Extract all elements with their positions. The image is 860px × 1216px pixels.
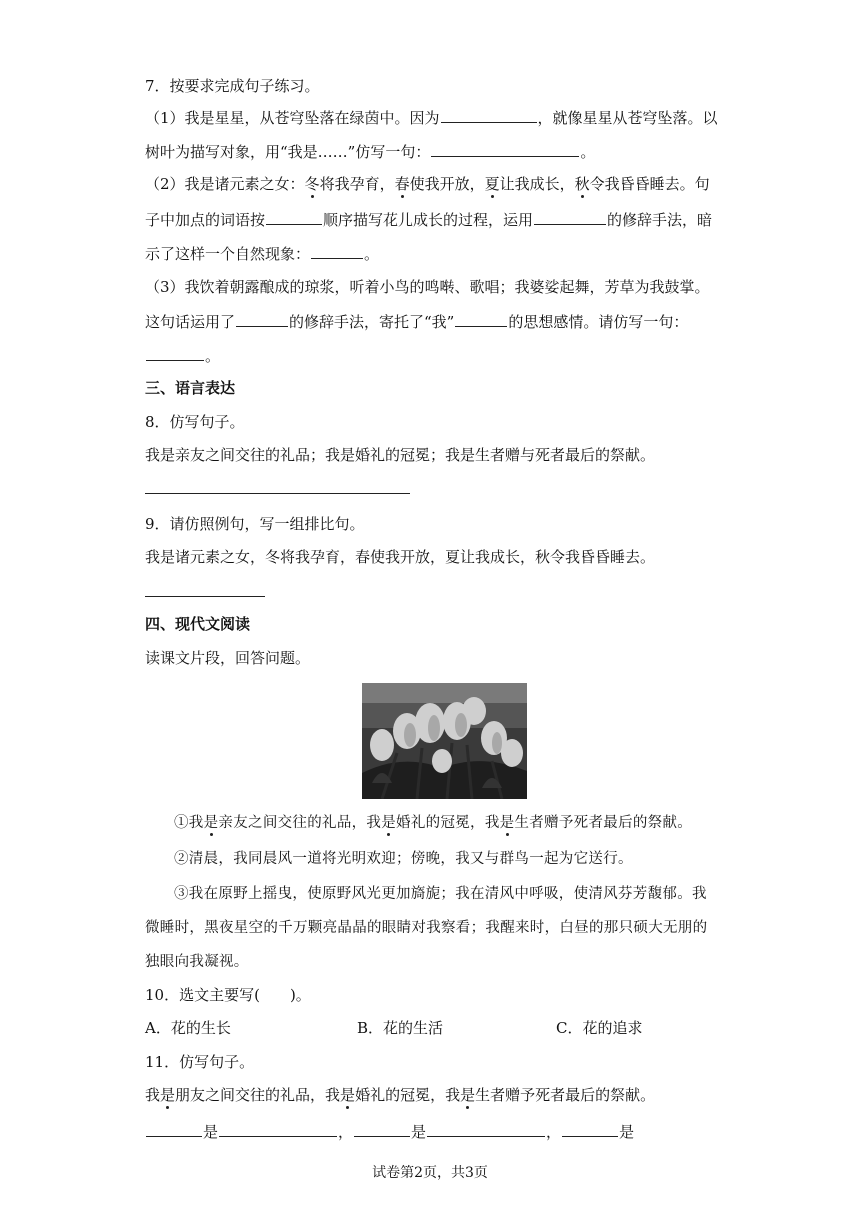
q7-p2-text-e: 令我昏昏睡去。句 xyxy=(589,175,710,193)
answer-blank[interactable] xyxy=(219,1121,337,1137)
q7-p2-text-b: 将我孕育， xyxy=(319,175,395,193)
q10-option-a[interactable]: A．花的生长 xyxy=(145,1019,231,1037)
q11-sentence xyxy=(145,1085,655,1105)
answer-blank[interactable] xyxy=(146,1121,202,1137)
q7-p2-text-a: （2）我是诸元素之女： xyxy=(145,175,305,193)
answer-blank[interactable] xyxy=(431,141,579,157)
passage-para3-line3: 独眼向我凝视。 xyxy=(145,954,249,970)
section-heading: 三、语言表达 xyxy=(145,379,236,397)
q7-p2-text-h: 的修辞手法，暗 xyxy=(607,211,713,229)
dotted-word: 秋 xyxy=(574,175,590,193)
answer-blank[interactable] xyxy=(534,209,606,225)
passage-text: ①我 xyxy=(174,815,204,831)
q11-title: 11．仿写句子。 xyxy=(145,1053,255,1071)
passage-text: 亲友之间交往的礼品，我 xyxy=(218,815,382,831)
dotted-word: 是 xyxy=(160,1086,176,1104)
dotted-word: 是 xyxy=(499,815,515,831)
answer-blank[interactable] xyxy=(311,243,363,259)
dotted-word: 春 xyxy=(394,175,410,193)
fill-text: ， xyxy=(338,1123,354,1141)
fill-text: 是 xyxy=(203,1123,219,1141)
fill-text: 是 xyxy=(411,1123,427,1141)
q7-p2-text-i: 示了这样一个自然现象： xyxy=(145,245,311,263)
fill-text: ， xyxy=(546,1123,562,1141)
dotted-word: 是 xyxy=(340,1086,356,1104)
q7-part3-line1: （3）我饮着朝露酿成的琼浆，听着小鸟的鸣啭、歌唱；我婆娑起舞，芳草为我鼓掌。 xyxy=(145,278,710,296)
q7-p2-text-d: 让我成长， xyxy=(499,175,575,193)
q8-sentence: 我是亲友之间交往的礼品；我是婚礼的冠冕；我是生者赠与死者最后的祭献。 xyxy=(145,446,656,464)
sentence-text: 我 xyxy=(145,1086,161,1104)
passage-para3-line1: ③我在原野上摇曳，使原野风光更加旖旎；我在清风中呼吸，使清风芬芳馥郁。我 xyxy=(174,886,707,902)
passage-para2: ②清晨，我同晨风一道将光明欢迎；傍晚，我又与群鸟一起为它送行。 xyxy=(174,851,633,867)
q7-p1-text-c: 树叶为描写对象，用“我是……”仿写一句： xyxy=(145,143,431,161)
q7-part3-line3 xyxy=(145,345,220,366)
q7-p2-text-g: 顺序描写花儿成长的过程，运用 xyxy=(323,211,534,229)
sentence-text: 朋友之间交往的礼品，我 xyxy=(175,1086,341,1104)
dotted-word: 夏 xyxy=(484,175,500,193)
dotted-word: 是 xyxy=(381,815,397,831)
q7-part2-line2 xyxy=(145,209,712,230)
answer-blank[interactable] xyxy=(354,1121,410,1137)
answer-line[interactable] xyxy=(145,493,410,494)
q9-title: 9．请仿照例句，写一组排比句。 xyxy=(145,515,365,533)
q7-p1-text-b: ，就像星星从苍穹坠落。以 xyxy=(537,109,718,127)
sentence-text: 婚礼的冠冕，我 xyxy=(355,1086,461,1104)
passage-para1 xyxy=(174,813,692,833)
q10-option-c[interactable]: C．花的追求 xyxy=(556,1019,643,1037)
fill-text: 是 xyxy=(619,1123,635,1141)
q7-title: 7．按要求完成句子练习。 xyxy=(145,77,320,95)
answer-blank[interactable] xyxy=(455,311,507,327)
page-footer: 试卷第2页，共3页 xyxy=(372,1165,488,1181)
answer-blank[interactable] xyxy=(266,209,322,225)
q7-part2-line3 xyxy=(145,243,379,264)
q7-p2-text-j: 。 xyxy=(364,245,380,263)
q8-title: 8．仿写句子。 xyxy=(145,413,245,431)
passage-para3-line2: 微睡时，黑夜星空的千万颗亮晶晶的眼睛对我察看；我醒来时，白昼的那只硕大无朋的 xyxy=(145,920,708,936)
answer-blank[interactable] xyxy=(441,107,537,123)
section-heading: 四、现代文阅读 xyxy=(145,615,251,633)
answer-blank[interactable] xyxy=(236,311,288,327)
q7-p3-text-c: 的修辞手法，寄托了“我” xyxy=(289,313,455,331)
answer-blank[interactable] xyxy=(562,1121,618,1137)
q7-p3-text-e: 。 xyxy=(205,347,221,365)
passage-text: 生者赠予死者最后的祭献。 xyxy=(514,815,693,831)
q7-p3-text-d: 的思想感情。请仿写一句： xyxy=(508,313,689,331)
reading-instruction: 读课文片段，回答问题。 xyxy=(145,649,311,667)
q7-p3-text-b: 这句话运用了 xyxy=(145,313,236,331)
passage-text: 婚礼的冠冕，我 xyxy=(396,815,500,831)
q11-fill-line xyxy=(145,1121,634,1142)
dotted-word: 是 xyxy=(203,815,219,831)
answer-line[interactable] xyxy=(145,596,265,597)
q7-p1-text-a: （1）我是星星，从苍穹坠落在绿茵中。因为 xyxy=(145,109,440,127)
sentence-text: 生者赠予死者最后的祭献。 xyxy=(475,1086,656,1104)
q7-p1-text-d: 。 xyxy=(580,143,596,161)
dotted-word: 是 xyxy=(460,1086,476,1104)
q7-part1-line1 xyxy=(145,107,718,128)
q10-option-b[interactable]: B．花的生活 xyxy=(357,1019,444,1037)
dotted-word: 冬 xyxy=(304,175,320,193)
q7-part1-line2 xyxy=(145,141,595,162)
q7-part2-line1 xyxy=(145,174,710,194)
q7-p2-text-c: 使我开放， xyxy=(409,175,485,193)
q10-title: 10．选文主要写( )。 xyxy=(145,986,311,1004)
q7-part3-line2 xyxy=(145,311,688,332)
answer-blank[interactable] xyxy=(427,1121,545,1137)
answer-blank[interactable] xyxy=(146,345,204,361)
q7-p2-text-f: 子中加点的词语按 xyxy=(145,211,266,229)
q9-sentence: 我是诸元素之女，冬将我孕育，春使我开放，夏让我成长，秋令我昏昏睡去。 xyxy=(145,548,656,566)
tulip-photo xyxy=(362,683,527,799)
